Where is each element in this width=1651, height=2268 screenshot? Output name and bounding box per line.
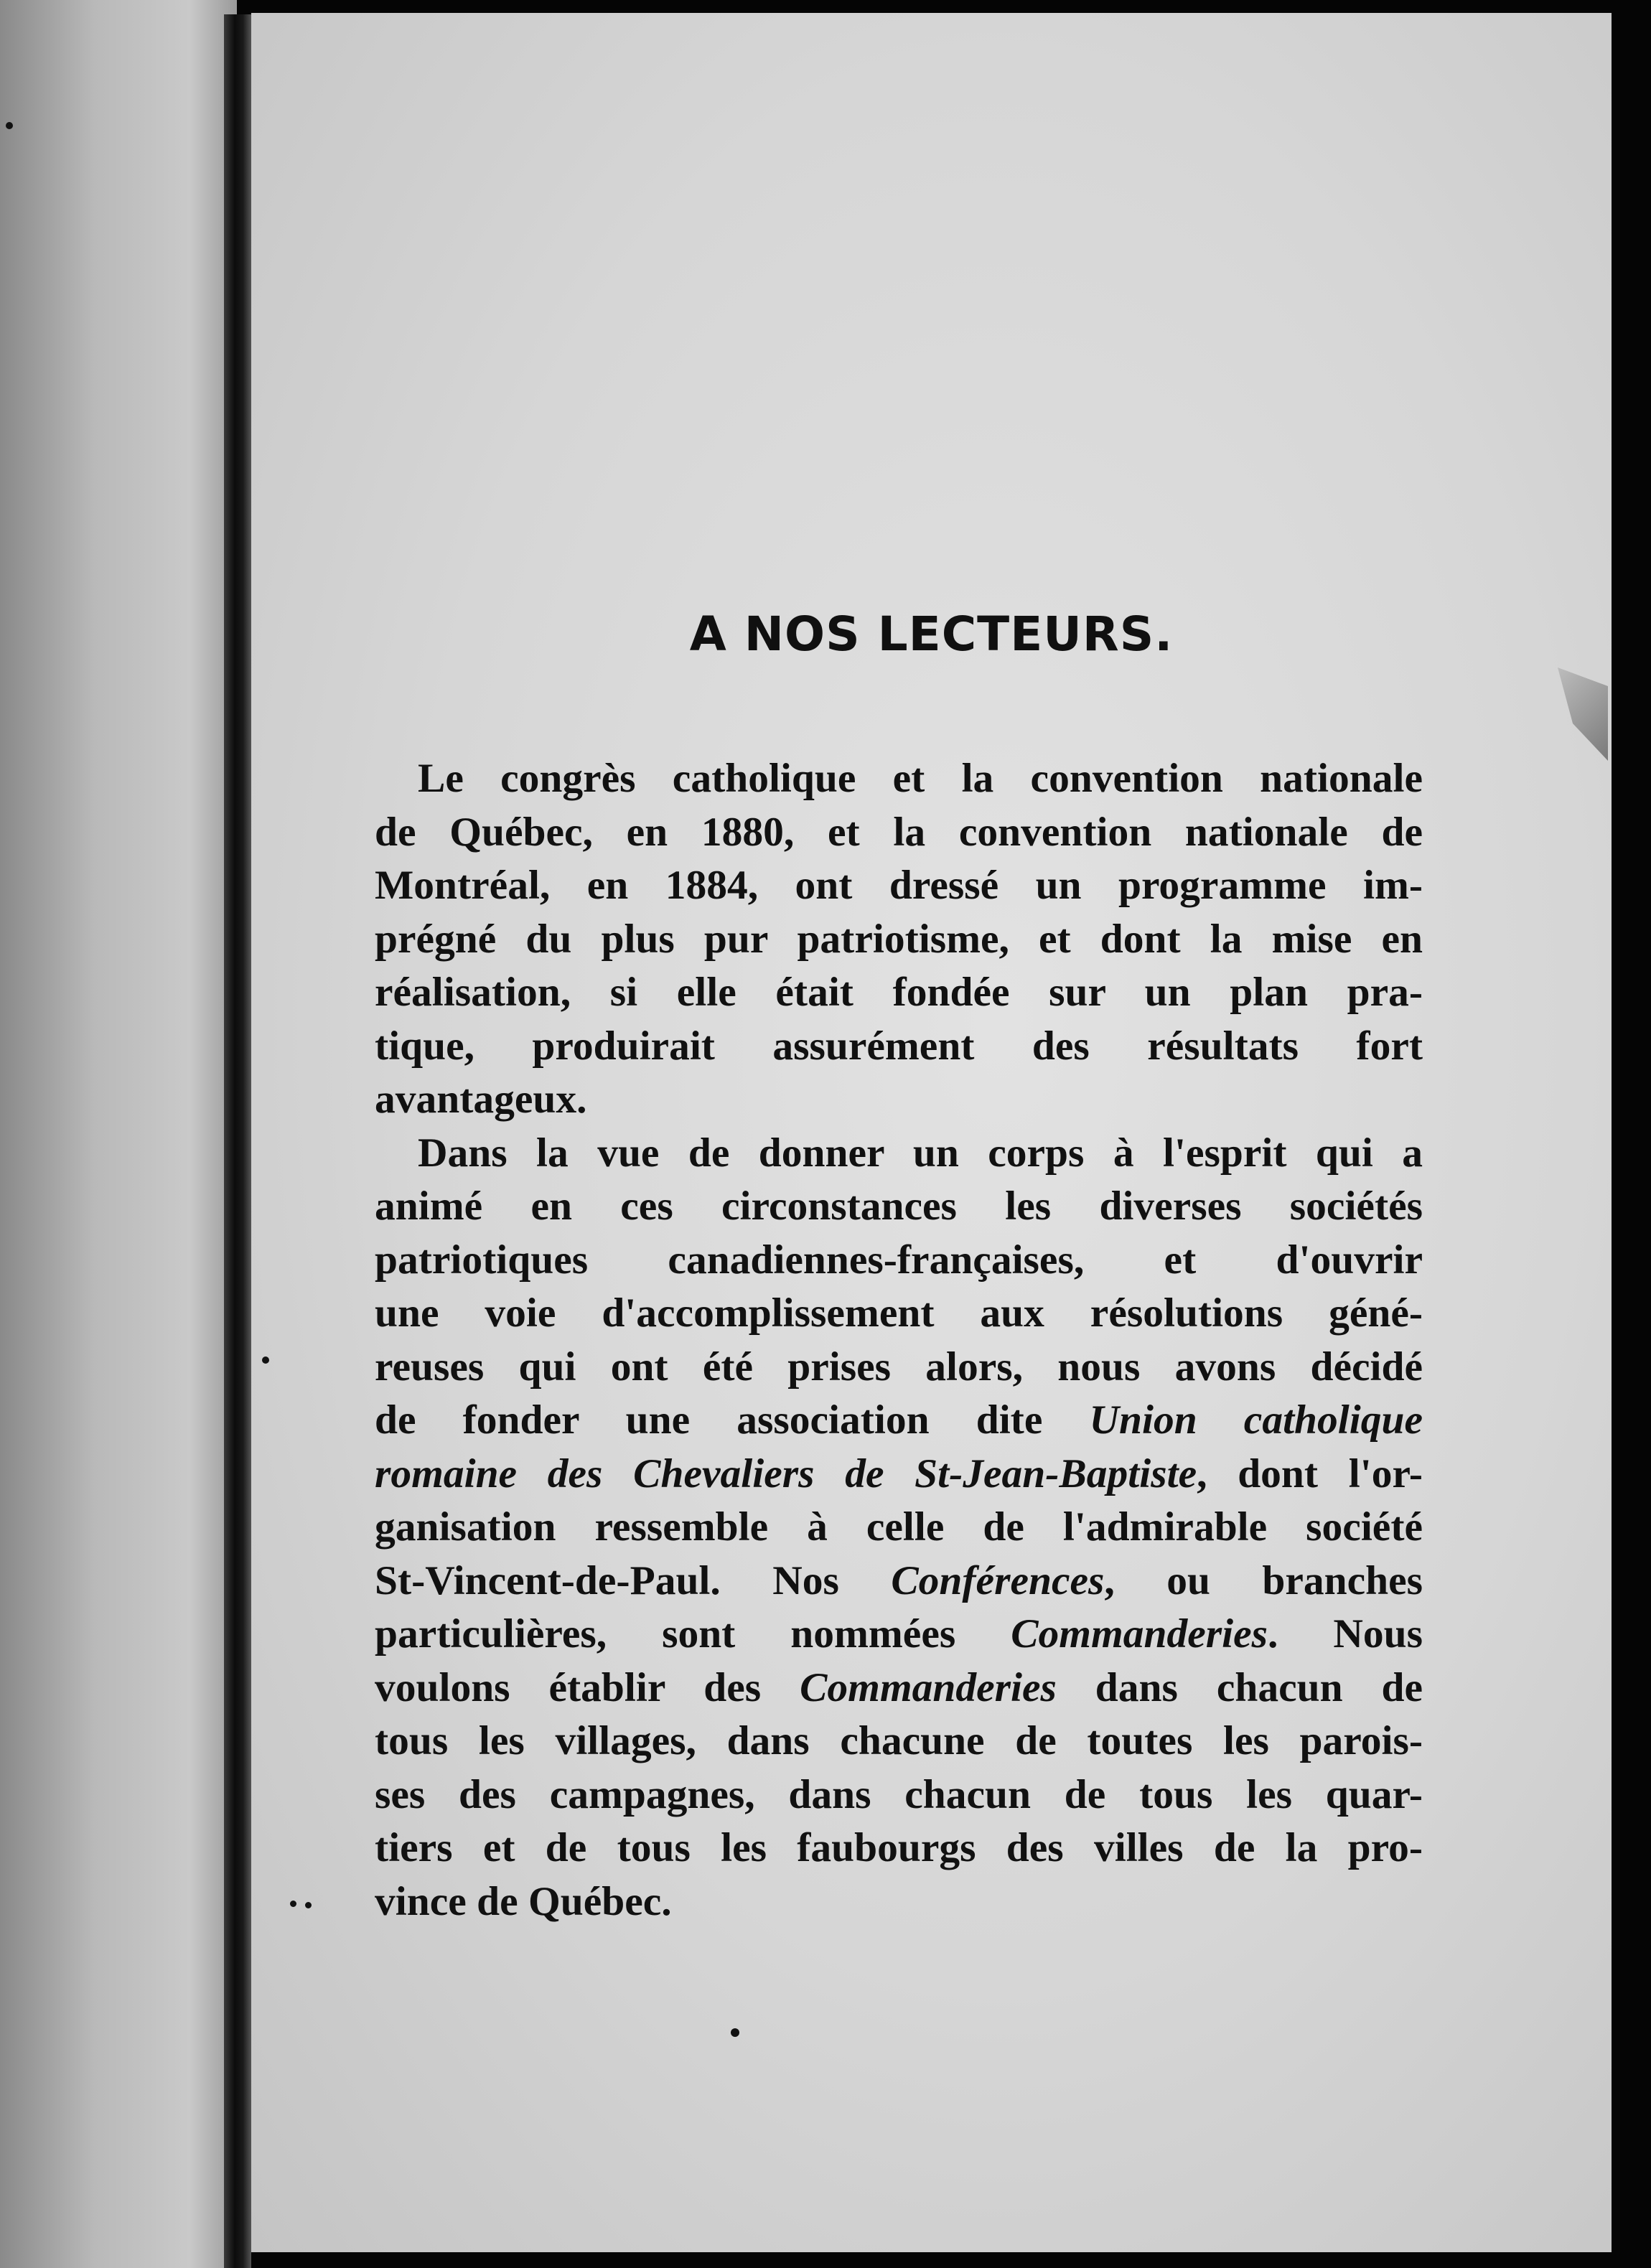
ink-spot (731, 2028, 739, 2037)
text-line: patriotiques canadiennes-françaises, et d'ouvrir (375, 1237, 1423, 1283)
text-segment: , ou branches (1104, 1557, 1423, 1603)
text-line: réalisation, si elle était fondée sur un plan pra- (375, 970, 1423, 1015)
page-title: A NOS LECTEURS. (689, 606, 1174, 662)
text-line (375, 1662, 1423, 1715)
text-line: tous les villages, dans chacune de toutes les parois- (375, 1718, 1423, 1763)
italic-text: romaine des Chevaliers de St-Jean-Baptiste (375, 1451, 1197, 1496)
italic-text: Commanderies (1011, 1611, 1268, 1657)
text-line: tique, produirait assurément des résultats fort (375, 1023, 1423, 1069)
italic-text: Union catholique (1089, 1397, 1423, 1443)
text-line: Dans la vue de donner un corps à l'esprit qui a (418, 1130, 1423, 1176)
text-line: Le congrès catholique et la convention nationale (418, 756, 1423, 801)
text-line: vince de Québec. (375, 1878, 672, 1924)
text-line: une voie d'accomplissement aux résolutions géné- (375, 1290, 1423, 1336)
ink-spot (290, 1901, 296, 1907)
text-segment: dans chacun de (1056, 1664, 1423, 1710)
text-line: animé en ces circonstances les diverses sociétés (375, 1184, 1423, 1229)
text-line: ses des campagnes, dans chacun de tous les quar- (375, 1771, 1423, 1817)
ink-spot (262, 1356, 269, 1364)
text-line: reuses qui ont été prises alors, nous avons décidé (375, 1344, 1423, 1390)
body-paragraphs (375, 752, 1423, 1929)
italic-text: Commanderies (800, 1664, 1057, 1710)
text-segment: , dont l'or- (1197, 1451, 1423, 1496)
italic-text: Conférences (891, 1557, 1105, 1603)
text-segment: particulières, sont nommées (375, 1611, 1011, 1657)
ink-spot (6, 122, 13, 129)
text-segment: St-Vincent-de-Paul. Nos (375, 1557, 892, 1603)
text-line (375, 1394, 1423, 1448)
facing-page-edge (0, 0, 237, 2268)
text-segment: de fonder une association dite (375, 1397, 1090, 1443)
ink-spot (305, 1902, 312, 1908)
text-line: de Québec, en 1880, et la convention nationale de (375, 809, 1423, 855)
text-line: Montréal, en 1884, ont dressé un programme im- (375, 863, 1423, 908)
text-segment: voulons établir des (375, 1664, 800, 1710)
text-line: tiers et de tous les faubourgs des villes de la pro- (375, 1825, 1423, 1870)
book-spine (224, 14, 251, 2268)
text-line: ganisation ressemble à celle de l'admirable société (375, 1504, 1423, 1550)
text-line (375, 1448, 1423, 1501)
text-line: avantageux. (375, 1077, 587, 1122)
text-segment: . Nous (1268, 1611, 1423, 1657)
text-line: prégné du plus pur patriotisme, et dont la mise en (375, 916, 1423, 962)
text-line (375, 1608, 1423, 1662)
text-line (375, 1555, 1423, 1608)
